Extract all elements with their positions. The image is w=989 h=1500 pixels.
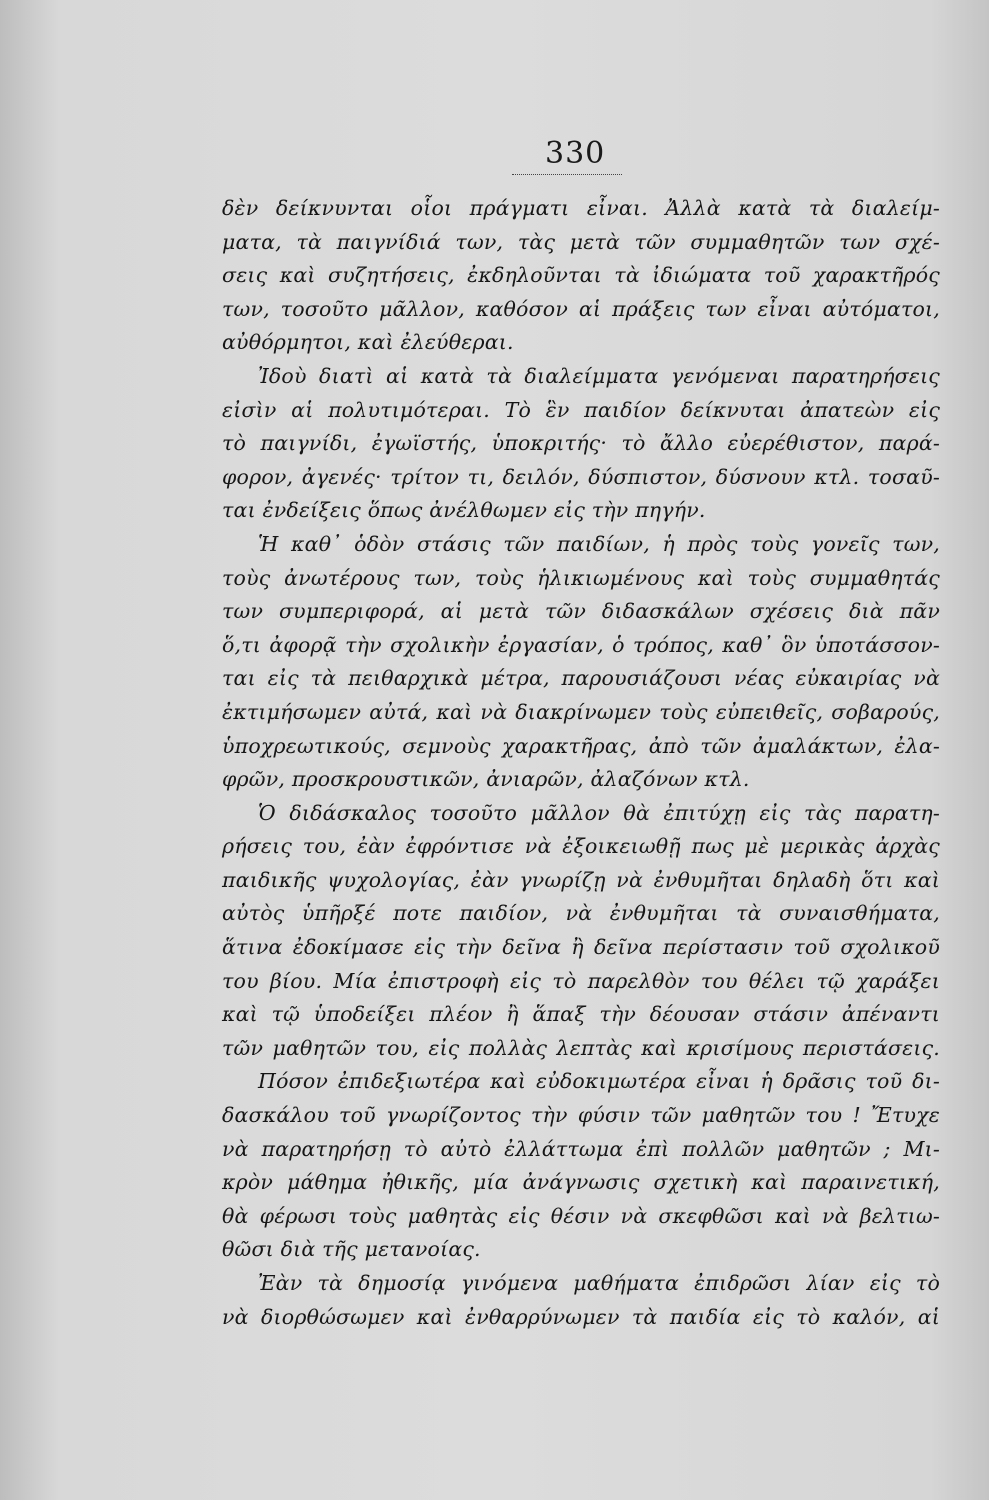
text-line: εἰσὶν αἱ πολυτιμότεραι. Τὸ ἓν παιδίον δείκνυται ἀπατεὼν εἰς [222,397,940,422]
text-line: νὰ παρατηρήσῃ τὸ αὐτὸ ἐλλάττωμα ἐπὶ πολλῶν μαθητῶν ; Μι- [222,1136,940,1161]
text-line: ται ἐνδείξεις ὅπως ἀνέλθωμεν εἰς τὴν πηγήν. [222,498,706,523]
text-line: ἅτινα ἐδοκίμασε εἰς τὴν δεῖνα ἢ δεῖνα περίστασιν τοῦ σχολικοῦ [222,935,940,960]
body-text [222,192,940,1334]
text-line: ρήσεις του, ἐὰν ἐφρόντισε νὰ ἐξοικειωθῇ πως μὲ μερικὰς ἀρχὰς [222,834,940,859]
text-line: παιδικῆς ψυχολογίας, ἐὰν γνωρίζῃ νὰ ἐνθυμῆται δηλαδὴ ὅτι καὶ [222,867,940,892]
text-line: των, τοσοῦτο μᾶλλον, καθόσον αἱ πράξεις των εἶναι αὐτόματοι, [222,296,940,321]
text-line: θῶσι διὰ τῆς μετανοίας. [222,1237,481,1262]
text-line: αὐθόρμητοι, καὶ ἐλεύθεραι. [222,330,514,355]
text-line: του βίου. Μία ἐπιστροφὴ εἰς τὸ παρελθὸν του θέλει τῷ χαράξει [222,968,940,993]
text-line: νὰ διορθώσωμεν καὶ ἐνθαρρύνωμεν τὰ παιδία εἰς τὸ καλόν, αἱ [222,1304,940,1329]
text-line: δασκάλου τοῦ γνωρίζοντος τὴν φύσιν τῶν μαθητῶν του ! Ἔτυχε [222,1103,940,1128]
text-line: φορον, ἀγενές· τρίτον τι, δειλόν, δύσπιστον, δύσνουν κτλ. τοσαῦ- [222,464,940,489]
text-line: δὲν δείκνυνται οἷοι πράγματι εἶναι. Ἀλλὰ κατὰ τὰ διαλείμ- [222,196,940,220]
text-line: Ἐὰν τὰ δημοσίᾳ γινόμενα μαθήματα ἐπιδρῶσι λίαν εἰς τὸ [258,1271,940,1295]
text-line: θὰ φέρωσι τοὺς μαθητὰς εἰς θέσιν νὰ σκεφθῶσι καὶ νὰ βελτιω- [222,1203,940,1228]
text-line: Ἰδοὺ διατὶ αἱ κατὰ τὰ διαλείμματα γενόμεναι παρατηρήσεις [258,363,940,388]
page-number: 330 [545,136,606,171]
text-line: τῶν μαθητῶν του, εἰς πολλὰς λεπτὰς καὶ κρισίμους περιστάσεις. [222,1035,940,1060]
text-line: ὅ,τι ἀφορᾷ τὴν σχολικὴν ἐργασίαν, ὁ τρόπος, καθ᾽ ὃν ὑποτάσσον- [222,632,940,657]
text-line: ται εἰς τὰ πειθαρχικὰ μέτρα, παρουσιάζουσι νέας εὐκαιρίας νὰ [222,666,940,691]
text-line: τὸ παιγνίδι, ἐγωϊστής, ὑποκριτής· τὸ ἄλλο εὐερέθιστον, παρά- [222,431,940,456]
text-line: καὶ τῷ ὑποδείξει πλέον ἢ ἅπαξ τὴν δέουσαν στάσιν ἀπέναντι [222,1002,940,1027]
text-line: σεις καὶ συζητήσεις, ἐκδηλοῦνται τὰ ἰδιώματα τοῦ χαρακτῆρός [222,263,940,288]
text-line: αὐτὸς ὑπῆρξέ ποτε παιδίον, νὰ ἐνθυμῆται τὰ συναισθήματα, [222,901,940,926]
text-line: Ὁ διδάσκαλος τοσοῦτο μᾶλλον θὰ ἐπιτύχῃ εἰς τὰς παρατη- [258,800,940,825]
text-line: ἐκτιμήσωμεν αὐτά, καὶ νὰ διακρίνωμεν τοὺς εὐπειθεῖς, σοβαρούς, [222,699,940,724]
text-line: ὑποχρεωτικούς, σεμνοὺς χαρακτῆρας, ἀπὸ τῶν ἀμαλάκτων, ἐλα- [222,733,940,758]
text-line: φρῶν, προσκρουστικῶν, ἀνιαρῶν, ἀλαζόνων κτλ. [222,767,750,792]
text-line: ματα, τὰ παιγνίδιά των, τὰς μετὰ τῶν συμμαθητῶν των σχέ- [222,229,940,254]
text-line: των συμπεριφορά, αἱ μετὰ τῶν διδασκάλων σχέσεις διὰ πᾶν [222,599,940,624]
header-rule [512,174,622,175]
text-line: κρὸν μάθημα ἠθικῆς, μία ἀνάγνωσις σχετικὴ καὶ παραινετική, [222,1170,940,1195]
text-line: Ἡ καθ᾽ ὁδὸν στάσις τῶν παιδίων, ἡ πρὸς τοὺς γονεῖς των, [258,531,940,556]
text-line: τοὺς ἀνωτέρους των, τοὺς ἡλικιωμένους καὶ τοὺς συμμαθητάς [222,565,940,590]
text-line: Πόσον ἐπιδεξιωτέρα καὶ εὐδοκιμωτέρα εἶναι ἡ δρᾶσις τοῦ δι- [258,1069,940,1094]
